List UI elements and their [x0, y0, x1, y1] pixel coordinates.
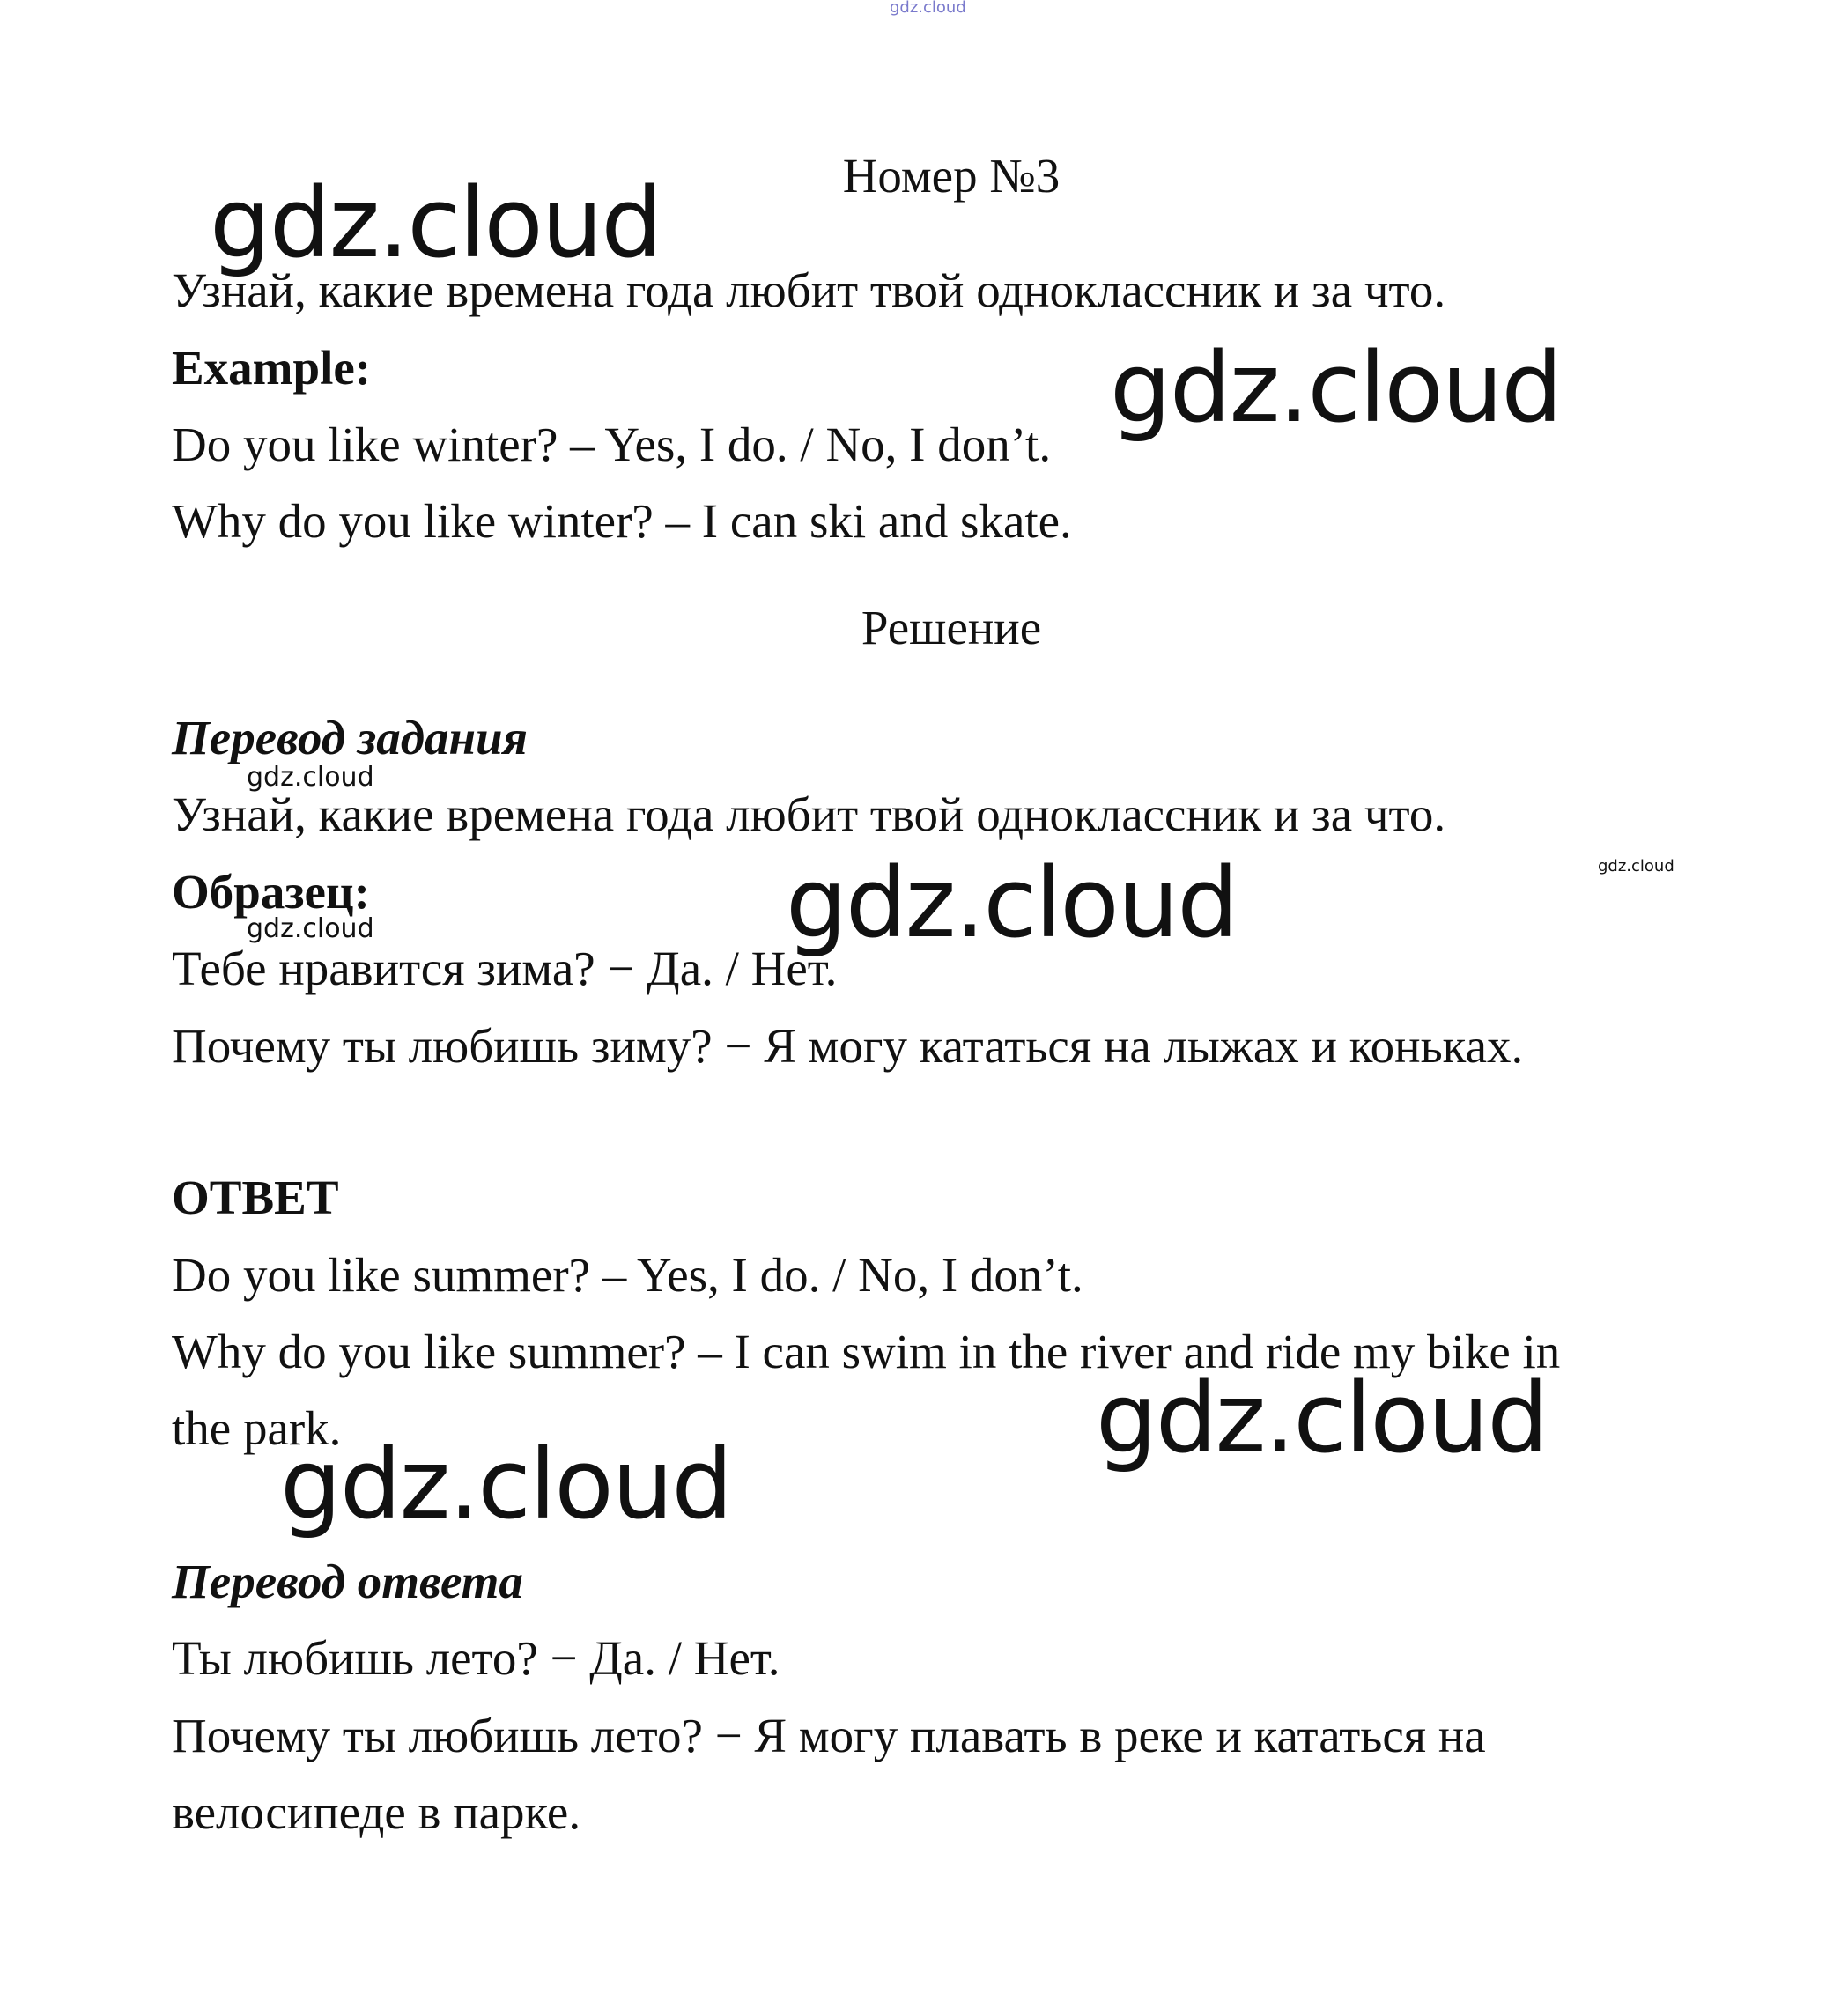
- sample-line-2: Почему ты любишь зиму? − Я могу кататься на лыжах и коньках.: [172, 1019, 1524, 1073]
- answer-translation-line-3: велосипеде в парке.: [172, 1785, 581, 1839]
- watermark-large-4: gdz.cloud: [1096, 1362, 1548, 1474]
- answer-translation-heading: Перевод ответа: [172, 1555, 523, 1608]
- watermark-large-3: gdz.cloud: [786, 846, 1238, 959]
- task-instruction: Узнай, какие времена года любит твой одноклассник и за что.: [172, 263, 1446, 317]
- answer-line-1: Do you like summer? – Yes, I do. / No, I don’t.: [172, 1248, 1083, 1302]
- answer-line-2: Why do you like summer? – I can swim in the river and ride my bike in: [172, 1325, 1561, 1378]
- watermark-small-1: gdz.cloud: [247, 762, 374, 793]
- watermark-large-1: gdz.cloud: [210, 166, 662, 279]
- answer-heading: ОТВЕТ: [172, 1171, 339, 1224]
- answer-translation-line-2: Почему ты любишь лето? − Я могу плавать в реке и кататься на: [172, 1709, 1486, 1762]
- answer-translation-line-1: Ты любишь лето? − Да. / Нет.: [172, 1631, 780, 1685]
- page-title: Номер №3: [842, 149, 1061, 203]
- task-translation-heading: Перевод задания: [172, 711, 528, 764]
- watermark-large-5: gdz.cloud: [280, 1428, 732, 1540]
- sample-label: Образец:: [172, 865, 370, 919]
- answer-line-3: the park.: [172, 1401, 342, 1455]
- watermark-tiny-1: gdz.cloud: [1598, 857, 1674, 875]
- watermark-small-2: gdz.cloud: [247, 913, 374, 944]
- watermark-top: gdz.cloud: [890, 0, 966, 17]
- example-label: Example:: [172, 341, 372, 395]
- example-line-2: Why do you like winter? – I can ski and skate.: [172, 494, 1072, 548]
- watermark-large-2: gdz.cloud: [1110, 331, 1562, 444]
- example-line-1: Do you like winter? – Yes, I do. / No, I don’t.: [172, 417, 1052, 471]
- solution-heading: Решение: [861, 601, 1042, 654]
- translation-instruction: Узнай, какие времена года любит твой одноклассник и за что.: [172, 787, 1446, 841]
- sample-line-1: Тебе нравится зима? − Да. / Нет.: [172, 942, 838, 995]
